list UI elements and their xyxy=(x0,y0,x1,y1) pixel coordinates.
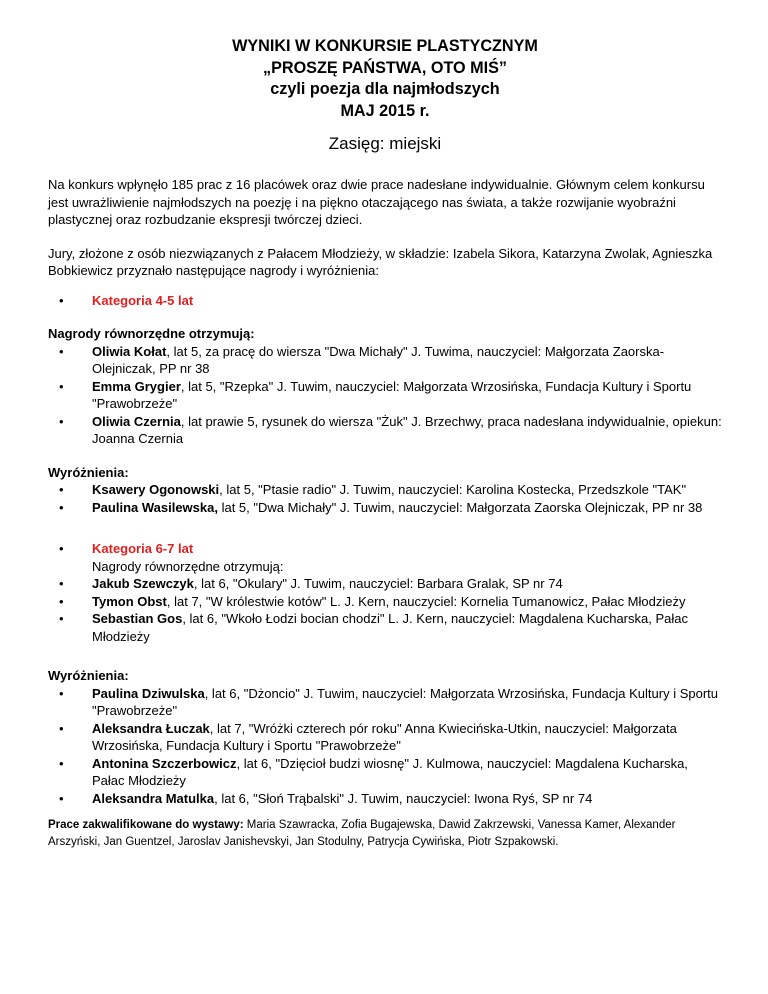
title-line-2: „PROSZĘ PAŃSTWA, OTO MIŚ” xyxy=(262,58,508,77)
winner-name: Jakub Szewczyk xyxy=(92,576,194,591)
document-title xyxy=(48,36,722,122)
jury-paragraph: Jury, złożone z osób niezwiązanych z Pałacem Młodzieży, w składzie: Izabela Sikora, Katarzyna Zwolak, Agnieszka Bobkiewicz przyznało następujące nagrody i wyróżnienia: xyxy=(48,245,713,278)
title-line-1: WYNIKI W KONKURSIE PLASTYCZNYM xyxy=(232,37,538,55)
scope-subtitle: Zasięg: miejski xyxy=(328,134,442,153)
winner-name: Emma Grygier xyxy=(92,378,181,394)
winner-name: Oliwia Kołat xyxy=(92,343,167,359)
award-details: , lat 7, "W królestwie kotów" L. J. Kern, nauczyciel: Kornelia Tumanowicz, Pałac Młodzieży xyxy=(166,593,686,609)
exhibition-label: Prace zakwalifikowane do wystawy: xyxy=(48,819,244,831)
category-1-awards-list xyxy=(48,343,722,448)
award-details: , lat 6, "Okulary" J. Tuwim, nauczyciel: Barbara Gralak, SP nr 74 xyxy=(193,576,563,591)
award-entry xyxy=(48,610,722,645)
award-details: , lat 6, "Dzięcioł budzi wiosnę" J. Kulmowa, nauczyciel: Magdalena Kucharska, Pałac Młodzieży xyxy=(92,755,688,788)
winner-name: Antonina Szczerbowicz xyxy=(92,755,237,771)
winner-name: Oliwia Czernia xyxy=(92,413,181,429)
category-1-list xyxy=(48,292,722,310)
award-details: , lat 5, "Ptasie radio" J. Tuwim, nauczyciel: Karolina Kostecka, Przedszkole "TAK" xyxy=(219,482,687,497)
award-details: , lat 5, "Rzepka" J. Tuwim, nauczyciel: Małgorzata Wrzosińska, Fundacja Kultury i Sportu "Prawobrzeże" xyxy=(92,378,692,411)
category-1-awards-heading: Nagrody równorzędne otrzymują: xyxy=(48,326,255,341)
category-2-item xyxy=(48,540,722,575)
category-1-distinctions-heading: Wyróżnienia: xyxy=(48,464,129,480)
award-entry xyxy=(48,575,722,593)
award-entry xyxy=(48,343,722,378)
distinction-entry xyxy=(48,685,722,720)
category-1-distinctions-list xyxy=(48,481,722,516)
distinction-entry xyxy=(48,499,722,517)
award-details: lat 5, "Dwa Michały" J. Tuwim, nauczyciel: Małgorzata Zaorska Olejniczak, PP nr 38 xyxy=(217,499,703,515)
award-details: , lat 5, za pracę do wiersza "Dwa Michały" J. Tuwima, nauczyciel: Małgorzata Zaorska-Olejniczak, PP nr 38 xyxy=(92,343,665,376)
intro-paragraph: Na konkurs wpłynęło 185 prac z 16 placówek oraz dwie prace nadesłane indywidualnie. Głównym celem konkursu jest uwrażliwienie najmłodszych na poezję i na piękno otaczającego nas świata, a także rozwijanie wyobraźni plastycznej oraz rozbudzanie ekspresji twórczej dzieci. xyxy=(48,177,705,227)
category-2-distinctions-heading: Wyróżnienia: xyxy=(48,668,129,683)
winner-name: Ksawery Ogonowski xyxy=(92,482,220,497)
winner-name: Aleksandra Łuczak xyxy=(92,720,210,736)
distinction-entry xyxy=(48,481,722,499)
winner-name: Paulina Dziwulska xyxy=(92,685,205,701)
category-1-item xyxy=(48,292,722,310)
award-entry xyxy=(48,413,722,448)
winner-name: Aleksandra Matulka xyxy=(92,790,215,806)
exhibition-paragraph xyxy=(48,817,722,851)
category-2-distinctions-list xyxy=(48,685,722,808)
distinction-entry xyxy=(48,790,722,808)
award-details: , lat 6, "Słoń Trąbalski" J. Tuwim, nauczyciel: Iwona Ryś, SP nr 74 xyxy=(214,790,593,806)
category-2-list xyxy=(48,540,722,645)
award-details: , lat 6, "Dżoncio" J. Tuwim, nauczyciel: Małgorzata Wrzosińska, Fundacja Kultury i Sportu "Prawobrzeże" xyxy=(92,685,719,718)
award-entry xyxy=(48,378,722,413)
winner-name: Paulina Wasilewska, xyxy=(92,499,218,515)
award-details: , lat prawie 5, rysunek do wiersza "Żuk" J. Brzechwy, praca nadesłana indywidualnie, opiekun: Joanna Czernia xyxy=(92,413,722,446)
title-line-4: MAJ 2015 r. xyxy=(340,101,430,120)
category-1-label: Kategoria 4-5 lat xyxy=(92,292,194,308)
award-entry xyxy=(48,593,722,611)
category-2-awards-heading: Nagrody równorzędne otrzymują: xyxy=(92,558,284,574)
title-line-3: czyli poezja dla najmłodszych xyxy=(270,80,500,98)
distinction-entry xyxy=(48,720,722,755)
exhibition-names: Maria Szawracka, Zofia Bugajewska, Dawid Zakrzewski, Vanessa Kamer, Alexander Arszyński, Jan Guentzel, Jaroslav Janishevskyi, Jan Stodulny, Patrycja Cywińska, Piotr Szpakowski. xyxy=(48,819,676,848)
category-2-label: Kategoria 6-7 lat xyxy=(92,541,194,556)
winner-name: Sebastian Gos xyxy=(92,611,183,626)
award-details: , lat 6, "Wkoło Łodzi bocian chodzi" L. J. Kern, nauczyciel: Magdalena Kucharska, Pałac Młodzieży xyxy=(92,611,688,644)
award-details: , lat 7, "Wróżki czterech pór roku" Anna Kwiecińska-Utkin, nauczyciel: Małgorzata Wrzosińska, Fundacja Kultury i Sportu "Prawobrzeże" xyxy=(92,720,677,753)
winner-name: Tymon Obst xyxy=(92,593,167,609)
distinction-entry xyxy=(48,755,722,790)
